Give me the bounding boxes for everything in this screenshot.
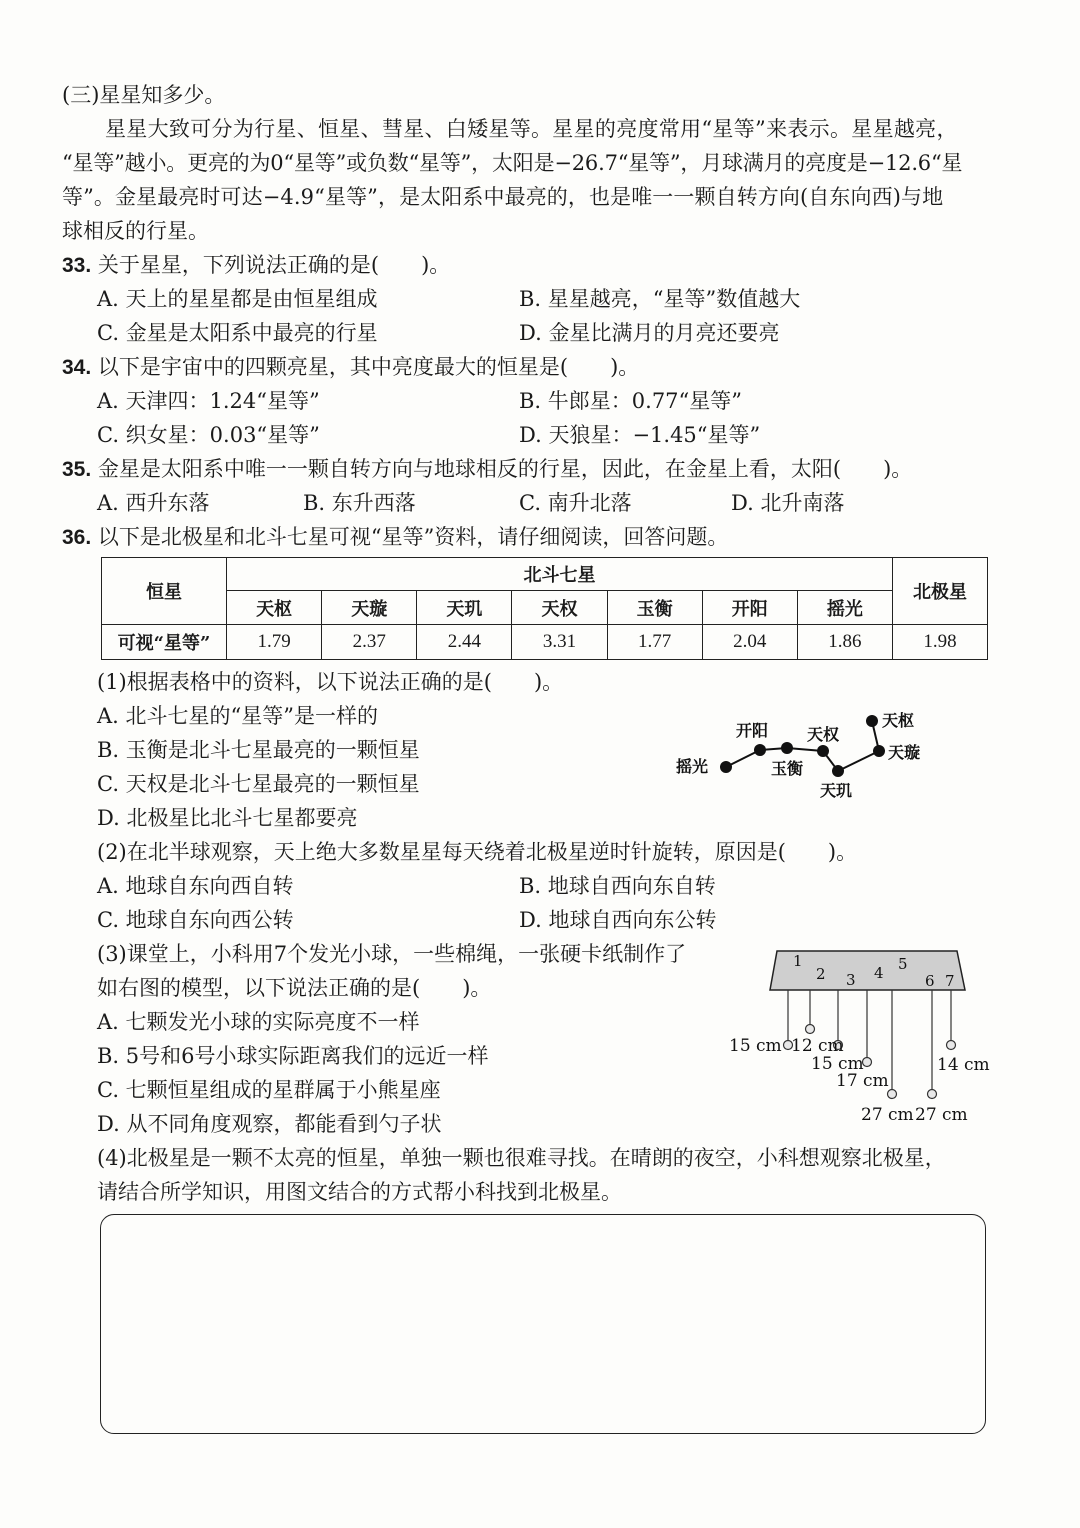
string-length-label: 27 cm [861, 1105, 914, 1125]
q36-sub3-option-b[interactable]: B. 5号和6号小球实际距离我们的远近一样 [97, 1044, 489, 1068]
star-name: 天璇 [322, 591, 417, 625]
header-star: 恒星 [102, 558, 227, 625]
question-stem: 以下是宇宙中的四颗亮星，其中亮度最大的恒星是( )。 [97, 355, 640, 379]
q36-sub2-option-d[interactable]: D. 地球自西向东公转 [519, 908, 717, 932]
q33-option-d[interactable]: D. 金星比满月的月亮还要亮 [519, 321, 780, 345]
q36-sub1-option-c[interactable]: C. 天权是北斗七星最亮的一颗恒星 [97, 772, 420, 796]
star-name: 天权 [512, 591, 607, 625]
q36-sub3-option-d[interactable]: D. 从不同角度观察，都能看到勺子状 [97, 1112, 442, 1136]
q36-sub3-stem-line1: (3)课堂上，小科用7个发光小球，一些棉绳，一张硬卡纸制作了 [97, 942, 687, 966]
q33-option-b[interactable]: B. 星星越亮，“星等”数值越大 [519, 287, 801, 311]
question-number: 33. [62, 254, 92, 277]
q33-option-a[interactable]: A. 天上的星星都是由恒星组成 [97, 287, 378, 311]
question-number: 34. [62, 356, 92, 379]
q36-sub1-stem: (1)根据表格中的资料，以下说法正确的是( )。 [97, 670, 564, 694]
question-number: 35. [62, 458, 92, 481]
star-dot [866, 715, 878, 727]
question-33 [62, 250, 450, 281]
star-name: 开阳 [702, 591, 797, 625]
q36-sub4-line1: (4)北极星是一颗不太亮的恒星，单独一颗也很难寻找。在晴朗的夜空，小科想观察北极星， [97, 1146, 946, 1170]
q36-sub2-option-c[interactable]: C. 地球自东向西公转 [97, 908, 294, 932]
string-length-label: 14 cm [937, 1055, 990, 1075]
star-dot [781, 742, 793, 754]
string-length-label: 12 cm [791, 1036, 844, 1056]
question-34 [62, 352, 639, 383]
magnitude-value: 1.77 [607, 625, 702, 660]
star-dot [817, 745, 829, 757]
star-name: 玉衡 [607, 591, 702, 625]
ball-number: 4 [874, 964, 884, 982]
q34-option-c[interactable]: C. 织女星：0.03“星等” [97, 423, 320, 447]
q36-sub2-stem: (2)在北半球观察，天上绝大多数星星每天绕着北极星逆时针旋转，原因是( )。 [97, 840, 858, 864]
star-name: 天玑 [417, 591, 512, 625]
ball-number: 5 [898, 955, 908, 973]
star-name: 摇光 [797, 591, 892, 625]
label-kaiyang: 开阳 [736, 721, 769, 740]
answer-box[interactable] [100, 1214, 986, 1434]
q36-sub2-option-b[interactable]: B. 地球自西向东自转 [519, 874, 716, 898]
question-stem: 金星是太阳系中唯一一颗自转方向与地球相反的行星，因此，在金星上看，太阳( )。 [97, 457, 913, 481]
star-name: 天枢 [227, 591, 322, 625]
star-dot [754, 744, 766, 756]
q36-sub1-option-a[interactable]: A. 北斗七星的“星等”是一样的 [97, 704, 378, 728]
glowing-ball [888, 1090, 897, 1099]
magnitude-value: 1.79 [227, 625, 322, 660]
q36-sub2-option-a[interactable]: A. 地球自东向西自转 [97, 874, 294, 898]
q33-option-c[interactable]: C. 金星是太阳系中最亮的行星 [97, 321, 378, 345]
star-dot [832, 765, 844, 777]
ball-number: 3 [846, 971, 856, 989]
string-length-label: 27 cm [915, 1105, 968, 1125]
magnitude-value: 2.04 [702, 625, 797, 660]
glowing-ball [806, 1025, 815, 1034]
q36-sub4-line2: 请结合所学知识，用图文结合的方式帮小科找到北极星。 [97, 1180, 622, 1204]
question-35 [62, 454, 912, 485]
ball-number: 7 [945, 972, 955, 990]
star-dot [873, 745, 885, 757]
glowing-ball [863, 1058, 872, 1067]
label-yuheng: 玉衡 [771, 759, 804, 778]
q35-option-b[interactable]: B. 东升西落 [303, 491, 416, 515]
ball-number: 6 [925, 972, 935, 990]
q36-sub3-stem-line2: 如右图的模型，以下说法正确的是( )。 [97, 976, 492, 1000]
header-big-dipper: 北斗七星 [227, 558, 893, 591]
q36-sub1-option-b[interactable]: B. 玉衡是北斗七星最亮的一颗恒星 [97, 738, 420, 762]
big-dipper-diagram [670, 700, 940, 805]
question-stem: 关于星星，下列说法正确的是( )。 [97, 253, 451, 277]
label-tianxuan: 天璇 [888, 743, 921, 762]
passage-line-1: 星星大致可分为行星、恒星、彗星、白矮星等。星星的亮度常用“星等”来表示。星星越亮， [105, 117, 958, 141]
passage-line-3: 等”。金星最亮时可达−4.9“星等”，是太阳系中最亮的，也是唯一一颗自转方向(自东向西)与地 [62, 185, 944, 209]
polaris-magnitude-value: 1.98 [893, 625, 988, 660]
string-length-label: 15 cm [729, 1036, 782, 1056]
magnitude-value: 2.44 [417, 625, 512, 660]
glowing-ball [928, 1090, 937, 1099]
label-tianji: 天玑 [820, 781, 853, 800]
magnitude-value: 3.31 [512, 625, 607, 660]
q34-option-d[interactable]: D. 天狼星：−1.45“星等” [519, 423, 761, 447]
q35-option-c[interactable]: C. 南升北落 [519, 491, 632, 515]
header-polaris: 北极星 [893, 558, 988, 625]
ball-number: 1 [793, 952, 803, 970]
row-label-magnitude: 可视“星等” [102, 625, 227, 660]
string-length-label: 15 cm [811, 1054, 864, 1074]
magnitude-value: 2.37 [322, 625, 417, 660]
label-yaoguang: 摇光 [676, 757, 709, 776]
passage-line-4: 球相反的行星。 [62, 219, 209, 243]
q36-sub3-option-a[interactable]: A. 七颗发光小球的实际亮度不一样 [97, 1010, 420, 1034]
hanging-ball-model-diagram [725, 945, 995, 1130]
ball-number: 2 [816, 965, 826, 983]
q35-option-a[interactable]: A. 西升东落 [97, 491, 210, 515]
passage-line-2: “星等”越小。更亮的为0“星等”或负数“星等”，太阳是−26.7“星等”，月球满月的亮度是−12.6“星 [62, 151, 963, 175]
q36-sub1-option-d[interactable]: D. 北极星比北斗七星都要亮 [97, 806, 358, 830]
glowing-ball [947, 1041, 956, 1050]
label-tianshu: 天枢 [882, 711, 915, 730]
star-dot [720, 761, 732, 773]
q35-option-d[interactable]: D. 北升南落 [731, 491, 845, 515]
q34-option-b[interactable]: B. 牛郎星：0.77“星等” [519, 389, 743, 413]
string-length-label: 17 cm [836, 1071, 889, 1091]
magnitude-table [101, 557, 988, 660]
section-title: (三)星星知多少。 [62, 83, 226, 107]
q36-sub3-option-c[interactable]: C. 七颗恒星组成的星群属于小熊星座 [97, 1078, 441, 1102]
magnitude-value: 1.86 [797, 625, 892, 660]
question-number: 36. [62, 526, 92, 549]
question-36 [62, 522, 728, 553]
question-stem: 以下是北极星和北斗七星可视“星等”资料，请仔细阅读，回答问题。 [97, 525, 729, 549]
q34-option-a[interactable]: A. 天津四：1.24“星等” [97, 389, 320, 413]
label-tianquan: 天权 [807, 725, 840, 744]
